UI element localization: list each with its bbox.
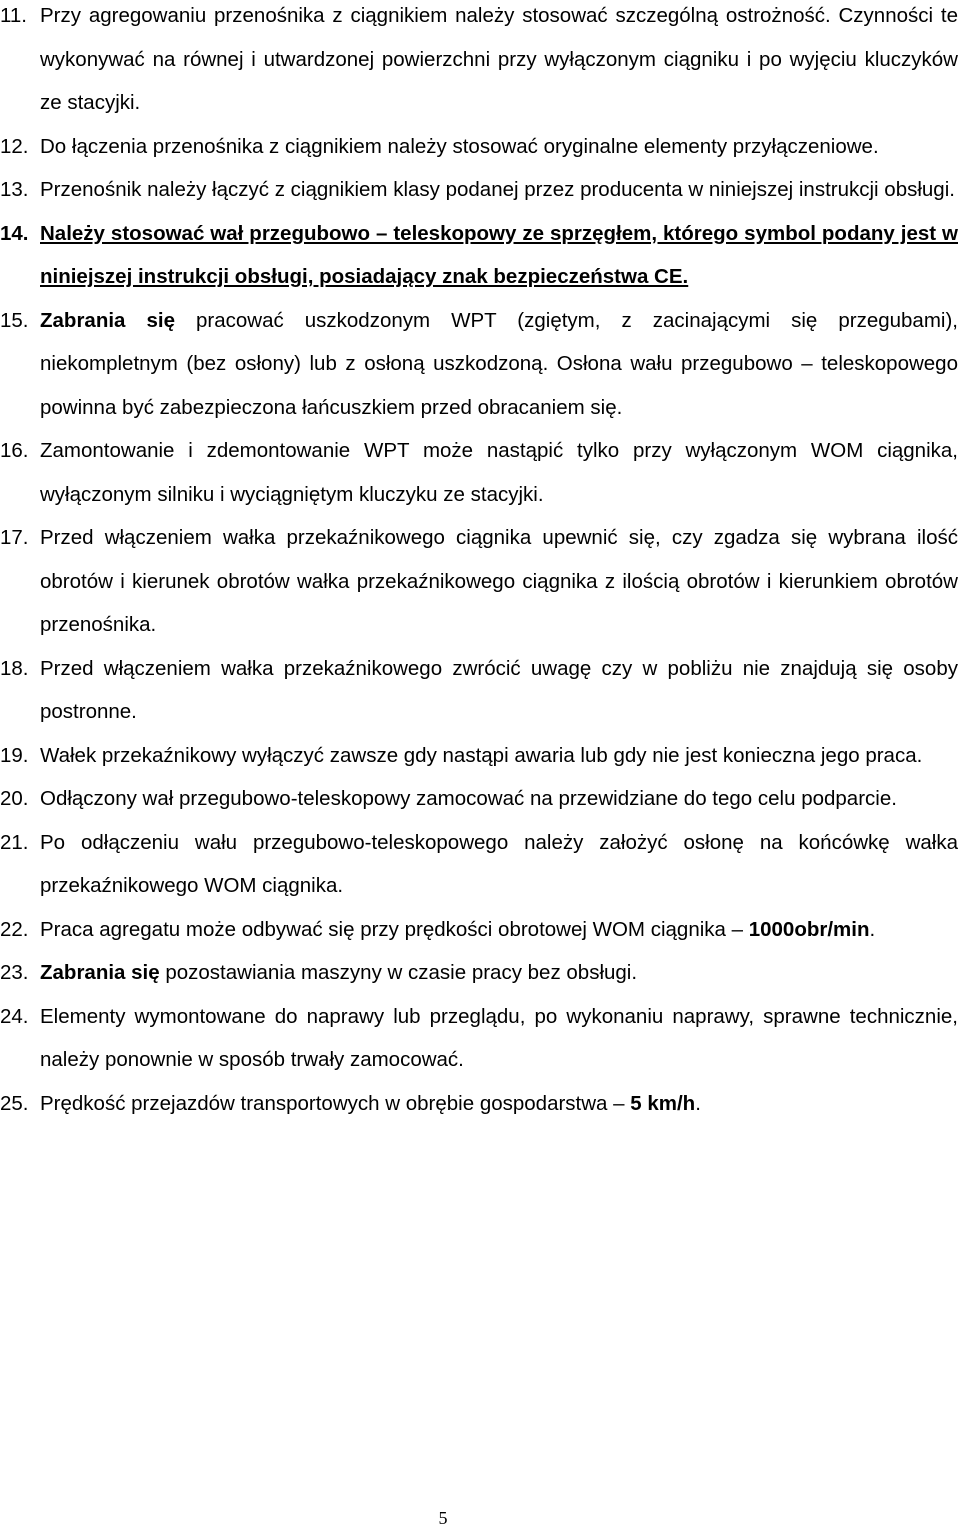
list-item	[0, 995, 958, 1082]
list-item-text	[40, 516, 958, 647]
list-item-text	[40, 908, 958, 952]
bold-text-run: 1000obr/min	[748, 917, 870, 941]
list-item	[0, 821, 958, 908]
list-item-number: 12.	[0, 134, 29, 158]
list-item-number: 23.	[0, 961, 29, 984]
list-item-text	[40, 777, 958, 821]
list-item-text	[40, 212, 958, 299]
list-item-number: 24.	[0, 1004, 29, 1028]
text-run: Przenośnik należy łączyć z ciągnikiem klasy podanej przez producenta w niniejszej instrukcji obsługi.	[40, 178, 955, 201]
list-item-text	[40, 1082, 958, 1126]
text-run: Przy agregowaniu przenośnika z ciągnikiem należy stosować szczególną ostrożność. Czynności te wykonywać na równej i utwardzonej powierzchni przy wyłączonym ciągniku i po wyjęciu kluczyków ze stacyjki.	[40, 4, 958, 114]
list-item	[0, 0, 958, 125]
page-number: 5	[438, 1508, 448, 1528]
list-item-number: 14.	[0, 221, 29, 245]
list-item-number: 18.	[0, 656, 29, 680]
list-item	[0, 125, 958, 169]
list-item-text	[40, 168, 958, 212]
list-item	[0, 429, 958, 516]
bold-text-run: 5 km/h	[630, 1091, 696, 1115]
text-run: pozostawiania maszyny w czasie pracy bez obsługi.	[159, 961, 638, 984]
list-item	[0, 647, 958, 734]
text-run: .	[695, 1091, 701, 1115]
list-item-number: 15.	[0, 308, 29, 332]
list-item-text	[40, 951, 958, 995]
bold-text-run: Zabrania się	[40, 961, 160, 984]
list-item-text	[40, 821, 958, 908]
list-item-number: 16.	[0, 439, 29, 462]
list-item-text	[40, 647, 958, 734]
list-item-text	[40, 429, 958, 516]
list-item	[0, 299, 958, 430]
list-item-number: 11.	[0, 4, 27, 27]
list-item-number: 20.	[0, 787, 29, 810]
list-item-number: 17.	[0, 526, 29, 549]
list-item	[0, 1082, 958, 1126]
text-run: Przed włączeniem wałka przekaźnikowego zwrócić uwagę czy w pobliżu nie znajdują się osoby postronne.	[40, 656, 958, 723]
text-run: Elementy wymontowane do naprawy lub przeglądu, po wykonaniu naprawy, sprawne technicznie, należy ponownie w sposób trwały zamocować.	[40, 1004, 958, 1071]
bold-text-run: Należy stosować wał przegubowo – teleskopowy ze sprzęgłem, którego symbol podany jest w niniejszej instrukcji obsługi, posiadający znak bezpieczeństwa CE.	[40, 221, 958, 288]
list-item-text	[40, 995, 958, 1082]
text-run: Zamontowanie i zdemontowanie WPT może nastąpić tylko przy wyłączonym WOM ciągnika, wyłączonym silniku i wyciągniętym kluczyku ze stacyjki.	[40, 439, 958, 506]
list-item	[0, 951, 958, 995]
list-item-text	[40, 125, 958, 169]
text-run: Praca agregatu może odbywać się przy prędkości obrotowej WOM ciągnika –	[40, 917, 749, 941]
list-item-number: 13.	[0, 178, 29, 201]
list-item	[0, 516, 958, 647]
text-run: Przed włączeniem wałka przekaźnikowego ciągnika upewnić się, czy zgadza się wybrana ilość obrotów i kierunek obrotów wałka przekaźnikowego ciągnika z ilością obrotów i kierunkiem obrotów przenośnika.	[40, 526, 958, 636]
list-item-number: 22.	[0, 917, 29, 941]
list-item	[0, 212, 958, 299]
list-item-number: 19.	[0, 743, 29, 767]
text-run: Prędkość przejazdów transportowych w obrębie gospodarstwa –	[40, 1091, 631, 1115]
text-run: Wałek przekaźnikowy wyłączyć zawsze gdy nastąpi awaria lub gdy nie jest konieczna jego praca.	[40, 743, 923, 767]
text-run: .	[869, 917, 876, 941]
list-item-text	[40, 734, 958, 778]
list-item	[0, 168, 958, 212]
list-item	[0, 777, 958, 821]
list-item	[0, 734, 958, 778]
text-run: Odłączony wał przegubowo-teleskopowy zamocować na przewidziane do tego celu podparcie.	[40, 787, 897, 810]
list-item-number: 21.	[0, 830, 29, 854]
list-item-text	[40, 299, 958, 430]
list-item-number: 25.	[0, 1091, 29, 1115]
text-run: Do łączenia przenośnika z ciągnikiem należy stosować oryginalne elementy przyłączeniowe.	[40, 134, 879, 158]
bold-text-run: Zabrania się	[40, 308, 175, 332]
list-item	[0, 908, 958, 952]
text-run: Po odłączeniu wału przegubowo-teleskopowego należy założyć osłonę na końcówkę wałka przekaźnikowego WOM ciągnika.	[40, 830, 958, 897]
text-run: pracować uszkodzonym WPT (zgiętym, z zacinającymi się przegubami), niekompletnym (bez osłony) lub z osłoną uszkodzoną. Osłona wału przegubowo – teleskopowego powinna być zabezpieczona łańcuszkiem przed obracaniem się.	[40, 308, 958, 419]
list-item-text	[40, 0, 958, 125]
